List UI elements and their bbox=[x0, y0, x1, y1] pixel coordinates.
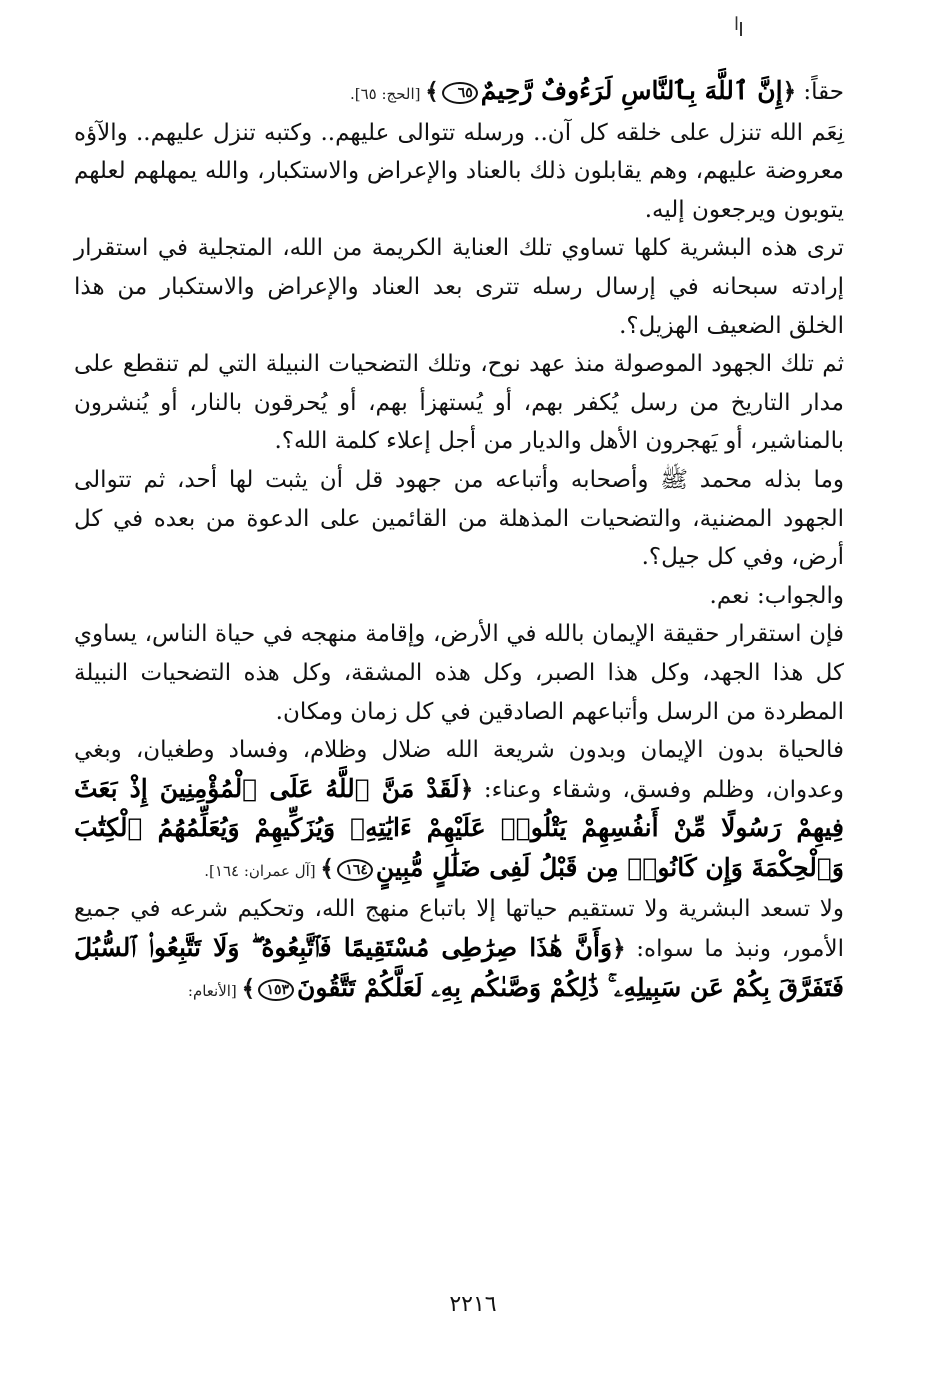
page-number: ٢٢١٦ bbox=[449, 1292, 497, 1317]
paragraph-8 bbox=[74, 731, 844, 890]
verse-reference-1: [الحج: ٦٥]. bbox=[349, 85, 426, 103]
p8-open-brace: ﴿ bbox=[459, 775, 474, 803]
paragraph-2: نِعَم الله تنزل على خلقه كل آن.. ورسله تتوالى عليهم.. وكتبه تنزل عليهم.. والآؤه معروضة عليهم، وهم يقابلون ذلك بالعناد والإعراض والاستكبار، والله يمهلهم لعلهم يتوبون ويرجعون إليه. bbox=[74, 119, 844, 223]
paragraph-6: والجواب: نعم. bbox=[709, 582, 844, 609]
p8-intro: فالحياة بدون الإيمان وبدون شريعة الله ضلال وظلام، وفساد وطغيان، وبغي وعدوان، وظلم وفسق، وشقاء وعناء: bbox=[74, 737, 844, 803]
p9-intro: ولا تسعد البشرية ولا تستقيم حياتها إلا باتباع منهج الله، وتحكيم شرعه في جميع الأمور، ونبذ ما سواه: bbox=[74, 896, 844, 963]
page-body bbox=[74, 72, 844, 1010]
ayah-number-1: ٦٥ bbox=[442, 82, 478, 104]
p1-close-brace: ﴾ bbox=[425, 78, 439, 105]
top-mark-char: ا bbox=[734, 14, 740, 35]
ayah-number-3: ١٥٣ bbox=[258, 979, 294, 1001]
p1-intro: حقاً: bbox=[796, 79, 844, 105]
ayah-number-2: ١٦٤ bbox=[337, 859, 373, 881]
p9-open-brace: ﴿ bbox=[612, 935, 626, 963]
paragraph-1 bbox=[74, 72, 844, 114]
quran-verse-3: وَأَنَّ هَٰذَا صِرَٰطِى مُسْتَقِيمًا فَٱتَّبِعُوهُ ۖ وَلَا تَتَّبِعُوا۟ ٱلسُّبُلَ فَتَفَرَّقَ بِكُمْ عَن سَبِيلِهِۦ ۚ ذَٰلِكُمْ وَصَّىٰكُم بِهِۦ لَعَلَّكُمْ تَتَّقُونَ bbox=[74, 933, 844, 1002]
p9-close-brace: ﴾ bbox=[241, 974, 256, 1002]
paragraph-9 bbox=[74, 890, 844, 1010]
paragraph-5: وما بذله محمد ﷺ وأصحابه وأتباعه من جهود قل أن يثبت لها أحد، ثم تتوالى الجهود المضنية، والتضحيات المذهلة من القائمين على الدعوة من بعده في كل أرض، وفي كل جيل؟. bbox=[74, 466, 844, 571]
verse-reference-3: [الأنعام: bbox=[187, 981, 242, 1000]
paragraph-3: ترى هذه البشرية كلها تساوي تلك العناية الكريمة من الله، المتجلية في استقرار إرادته سبحانه في إرسال رسله تترى بعد العناد والإعراض والاستكبار من هذا الخلق الضعيف الهزيل؟. bbox=[74, 235, 844, 339]
p1-open-brace: ﴿ bbox=[782, 78, 797, 105]
top-mark bbox=[740, 22, 742, 36]
paragraph-4: ثم تلك الجهود الموصولة منذ عهد نوح، وتلك التضحيات النبيلة التي لم تنقطع على مدار التاريخ من رسل يُكفر بهم، أو يُستهزأ بهم، أو يُحرقون بالنار، أو يُنشرون بالمناشير، أو يَهجرون الأهل والديار من أجل إعلاء كلمة الله؟. bbox=[74, 351, 844, 455]
quran-verse-1: إِنَّ ٱللَّهَ بِٱلنَّاسِ لَرَءُوفٌ رَّحِيمٌ bbox=[480, 76, 783, 105]
quran-verse-2: لَقَدْ مَنَّ ٱللَّهُ عَلَى ٱلْمُؤْمِنِينَ إِذْ بَعَثَ فِيهِمْ رَسُولًا مِّنْ أَنفُسِهِمْ يَتْلُوا۟ عَلَيْهِمْ ءَايَٰتِهِۦ وَيُزَكِّيهِمْ وَيُعَلِّمُهُمُ ٱلْكِتَٰبَ وَٱلْحِكْمَةَ وَإِن كَانُوا۟ مِن قَبْلُ لَفِى ضَلَٰلٍ مُّبِينٍ bbox=[74, 773, 844, 882]
p8-close-brace: ﴾ bbox=[320, 854, 334, 882]
verse-reference-2: [آل عمران: ١٦٤]. bbox=[204, 861, 321, 880]
paragraph-7: فإن استقرار حقيقة الإيمان بالله في الأرض، وإقامة منهجه في حياة الناس، يساوي كل هذا الجهد، وكل هذا الصبر، وكل هذه المشقة، وكل هذه التضحيات النبيلة المطردة من الرسل وأتباعهم الصادقين في كل زمان ومكان. bbox=[74, 621, 844, 725]
